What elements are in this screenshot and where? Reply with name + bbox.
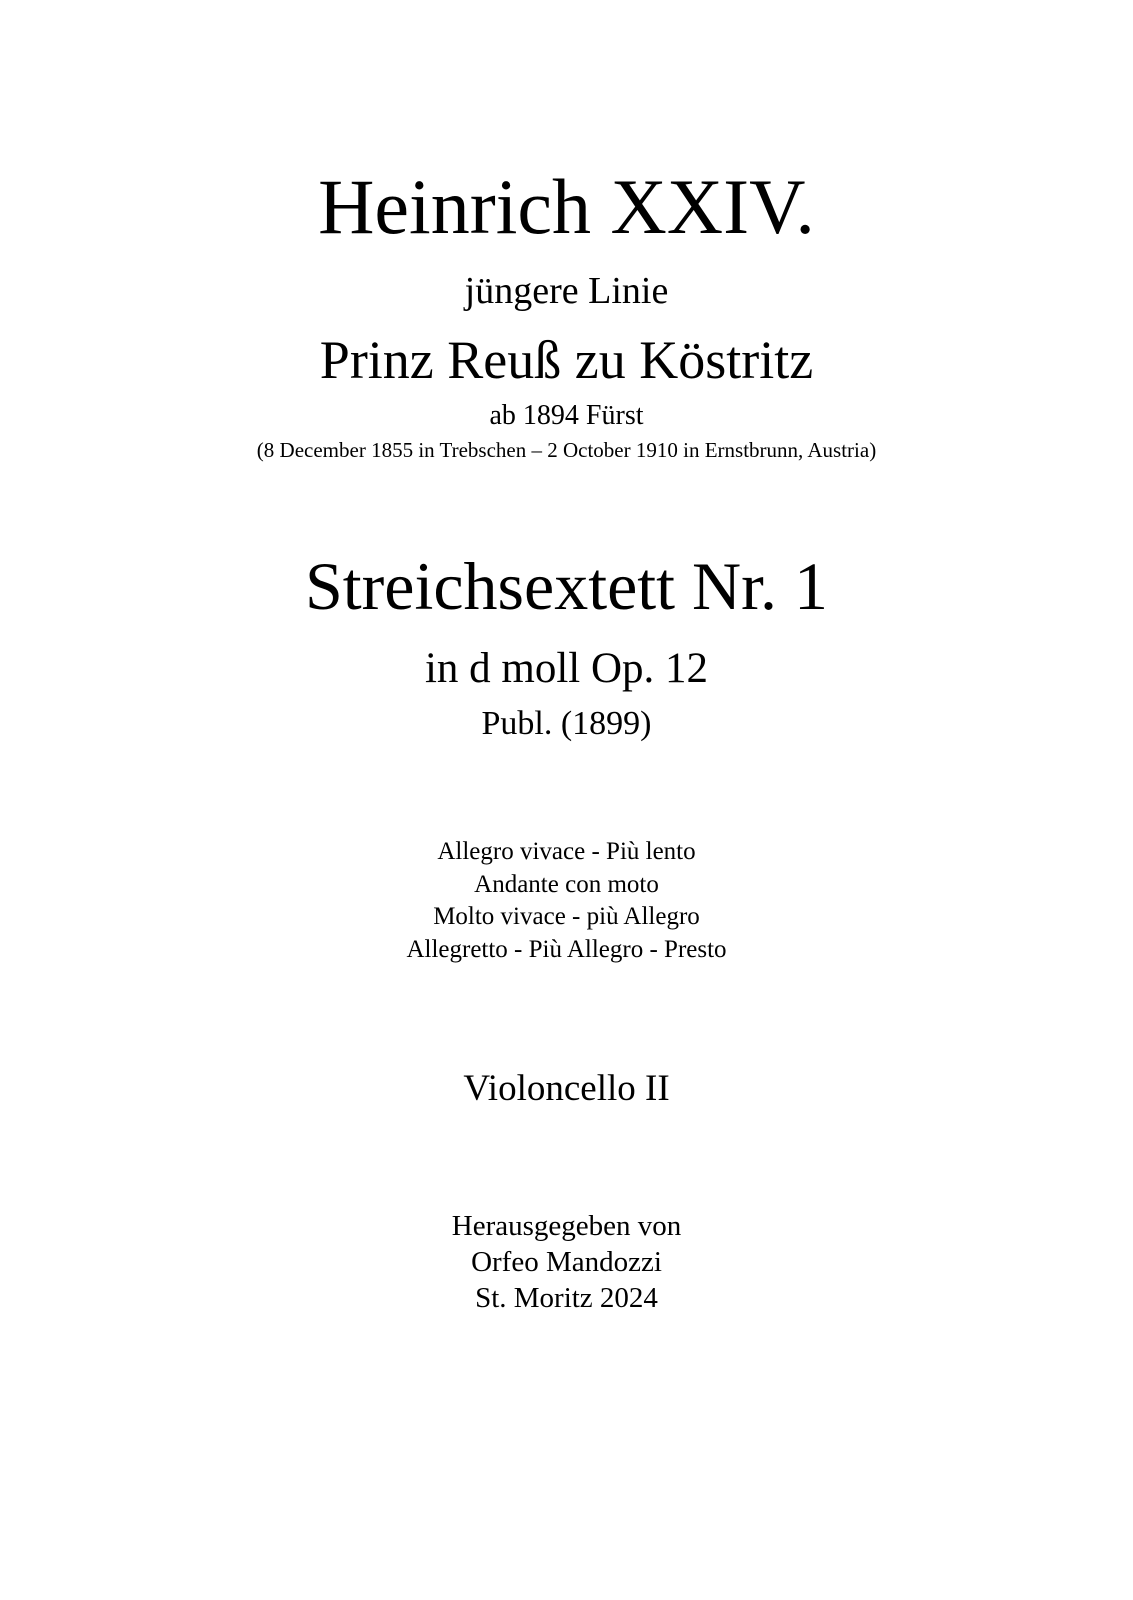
family-line: jüngere Linie	[464, 270, 669, 312]
movement-item: Allegro vivace - Più lento	[437, 838, 696, 865]
work-title: Streichsextett Nr. 1	[304, 548, 829, 624]
movement-item: Molto vivace - più Allegro	[433, 903, 700, 930]
composer-name: Heinrich XXIV.	[318, 163, 815, 250]
movement-item: Allegretto - Più Allegro - Presto	[406, 935, 727, 963]
movement-item: Andante con moto	[474, 870, 659, 898]
prince-since: ab 1894 Fürst	[489, 400, 644, 431]
edited-by-label: Herausgegeben von	[451, 1210, 682, 1242]
life-dates: (8 December 1855 in Trebschen – 2 October 1910 in Ernstbrunn, Austria)	[256, 438, 877, 462]
editor-name: Orfeo Mandozzi	[471, 1246, 662, 1278]
movement-list	[0, 836, 1133, 966]
prince-title: Prinz Reuß zu Köstritz	[319, 330, 814, 390]
publication-year: Publ. (1899)	[481, 705, 652, 742]
edition-place-year: St. Moritz 2024	[475, 1282, 658, 1314]
key-opus: in d moll Op. 12	[424, 645, 709, 692]
instrument-part: Violoncello II	[463, 1068, 670, 1109]
editor-credit	[0, 1208, 1133, 1316]
